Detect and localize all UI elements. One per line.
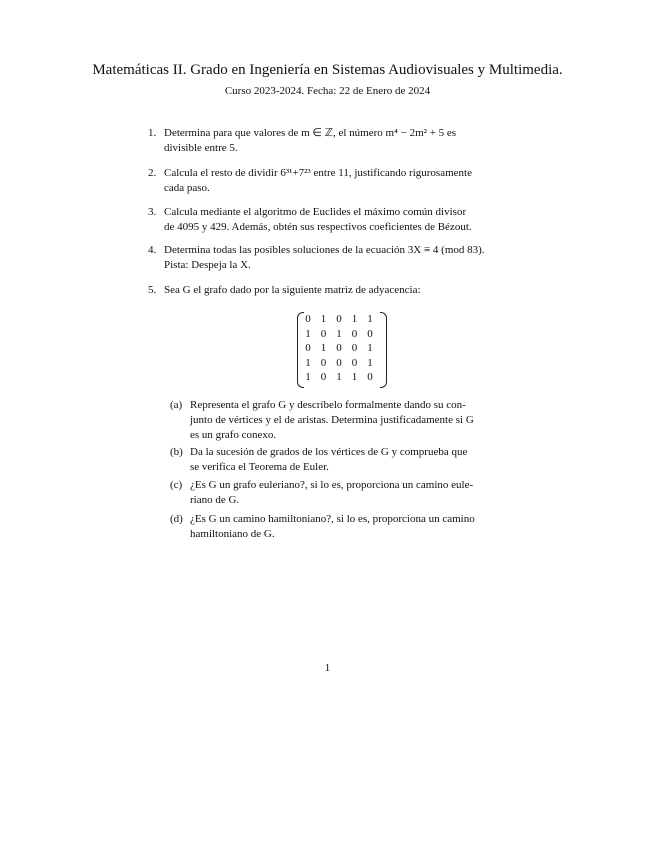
matrix-cell: 1 xyxy=(336,371,342,383)
problem-text-line: Calcula mediante el algoritmo de Euclides el máximo común divisor xyxy=(164,206,467,218)
matrix-cell: 1 xyxy=(305,327,311,340)
problem-text-line: cada paso. xyxy=(164,182,210,194)
problem-number: 5. xyxy=(148,284,157,296)
subitem-label: (d) xyxy=(170,513,183,525)
matrix-cell: 0 xyxy=(351,342,358,354)
matrix-cell: 0 xyxy=(336,342,342,354)
matrix-cell: 0 xyxy=(336,313,342,325)
problem-number: 3. xyxy=(148,206,157,218)
matrix-cell: 1 xyxy=(320,313,327,325)
problem-text-line: divisible entre 5. xyxy=(164,142,238,154)
adjacency-matrix xyxy=(297,312,387,386)
subitem-text-line: ¿Es G un grafo euleriano?, si lo es, proporciona un camino eule- xyxy=(190,479,474,491)
subitem-label: (a) xyxy=(170,399,183,411)
subitem-text-line: riano de G. xyxy=(190,494,240,506)
subitem-text-line: es un grafo conexo. xyxy=(190,429,277,441)
matrix-cell: 1 xyxy=(367,356,373,369)
problem-text-line: de 4095 y 429. Además, obtén sus respectivos coeficientes de Bézout. xyxy=(164,221,472,233)
problem-text-line: Sea G el grafo dado por la siguiente matriz de adyacencia: xyxy=(164,284,421,296)
matrix-cell: 0 xyxy=(305,313,311,325)
matrix-cell: 0 xyxy=(351,356,358,369)
matrix-row xyxy=(302,342,382,356)
matrix-cell: 0 xyxy=(367,371,373,383)
subitem-text-line: hamiltoniano de G. xyxy=(190,528,275,540)
matrix-cell: 0 xyxy=(320,371,327,383)
problem-text-line: Calcula el resto de dividir 6³¹+7²³ entre 11, justificando rigurosamente xyxy=(164,167,472,179)
subitem-text-line: Representa el grafo G y descríbelo formalmente dando su con- xyxy=(190,399,466,411)
matrix-row xyxy=(302,371,382,385)
page-number: 1 xyxy=(324,662,331,674)
matrix-cell: 0 xyxy=(320,356,327,369)
matrix-cell: 1 xyxy=(351,371,358,383)
problem-number: 1. xyxy=(148,127,157,139)
matrix-cell: 0 xyxy=(320,327,327,340)
matrix-cell: 1 xyxy=(305,356,311,369)
matrix-cell: 1 xyxy=(367,342,373,354)
problem-text-line: Determina para que valores de m ∈ ℤ, el número m⁴ − 2m² + 5 es xyxy=(164,127,457,139)
subitem-text-line: junto de vértices y el de aristas. Determina justificadamente si G xyxy=(190,414,474,426)
matrix-cell: 0 xyxy=(367,327,373,340)
matrix-row xyxy=(302,328,382,342)
document-title: Matemáticas II. Grado en Ingeniería en Sistemas Audiovisuales y Multimedia. xyxy=(92,62,563,78)
matrix-cell: 0 xyxy=(336,356,342,369)
matrix-row xyxy=(302,313,382,327)
problem-number: 4. xyxy=(148,244,157,256)
subitem-label: (c) xyxy=(170,479,183,491)
subitem-label: (b) xyxy=(170,446,183,458)
matrix-cell: 1 xyxy=(336,327,342,340)
matrix-cell: 0 xyxy=(305,342,311,354)
matrix-cell: 1 xyxy=(320,342,327,354)
matrix-cell: 1 xyxy=(367,313,373,325)
problem-text-line: Pista: Despeja la X. xyxy=(164,259,251,271)
matrix-cell: 0 xyxy=(351,327,358,340)
document-subtitle: Curso 2023-2024. Fecha: 22 de Enero de 2024 xyxy=(224,85,431,97)
problem-number: 2. xyxy=(148,167,157,179)
matrix-cell: 1 xyxy=(351,313,358,325)
subitem-text-line: se verifica el Teorema de Euler. xyxy=(190,461,329,473)
matrix-row xyxy=(302,357,382,371)
subitem-text-line: Da la sucesión de grados de los vértices de G y comprueba que xyxy=(190,446,468,458)
matrix-cell: 1 xyxy=(305,371,311,383)
subitem-text-line: ¿Es G un camino hamiltoniano?, si lo es, proporciona un camino xyxy=(190,513,475,525)
problem-text-line: Determina todas las posibles soluciones de la ecuación 3X ≡ 4 (mod 83). xyxy=(164,244,485,256)
